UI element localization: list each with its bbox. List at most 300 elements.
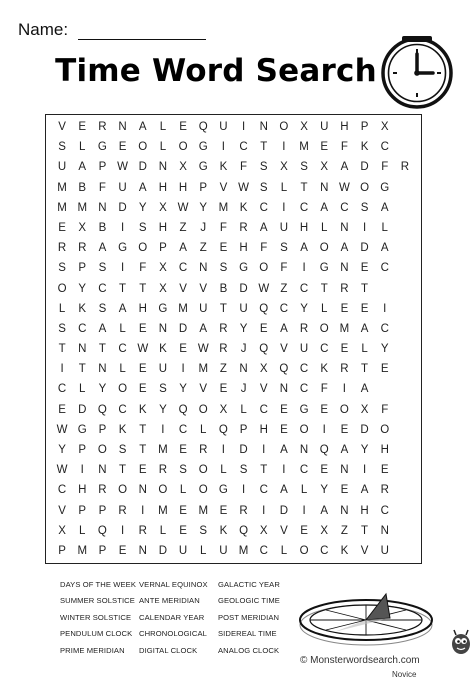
grid-letter[interactable]: O xyxy=(178,141,188,154)
grid-letter[interactable]: H xyxy=(158,181,168,194)
grid-letter[interactable]: M xyxy=(339,322,350,335)
grid-letter[interactable]: S xyxy=(259,161,268,174)
grid-letter[interactable]: D xyxy=(239,282,248,295)
grid-letter[interactable]: C xyxy=(98,282,107,295)
grid-letter[interactable]: R xyxy=(219,322,228,335)
grid-letter[interactable]: B xyxy=(78,181,87,194)
grid-letter[interactable]: O xyxy=(198,464,208,477)
grid-letter[interactable]: L xyxy=(58,302,66,315)
grid-letter[interactable] xyxy=(375,379,395,399)
grid-letter[interactable]: O xyxy=(57,282,67,295)
grid-letter[interactable]: R xyxy=(138,524,147,537)
grid-letter[interactable]: D xyxy=(118,201,127,214)
grid-letter[interactable]: I xyxy=(383,302,387,315)
grid-letter[interactable]: R xyxy=(380,484,389,497)
grid-letter[interactable]: I xyxy=(120,262,125,275)
grid-letter[interactable]: F xyxy=(340,141,348,154)
grid-letter[interactable]: H xyxy=(158,221,168,234)
grid-letter[interactable]: A xyxy=(259,221,268,234)
grid-letter[interactable]: I xyxy=(282,201,286,214)
grid-letter[interactable]: N xyxy=(340,262,349,275)
grid-letter[interactable]: E xyxy=(280,403,288,416)
grid-letter[interactable]: N xyxy=(340,221,349,234)
grid-letter[interactable]: L xyxy=(321,221,328,234)
grid-letter[interactable]: L xyxy=(280,544,288,557)
grid-letter[interactable]: A xyxy=(138,181,147,194)
grid-letter[interactable]: M xyxy=(299,141,309,154)
grid-letter[interactable]: D xyxy=(279,504,289,517)
grid-letter[interactable]: A xyxy=(340,242,349,255)
grid-letter[interactable]: P xyxy=(98,161,107,174)
grid-letter[interactable]: O xyxy=(138,242,148,255)
grid-letter[interactable]: W xyxy=(137,343,149,356)
grid-letter[interactable]: J xyxy=(240,383,247,396)
grid-letter[interactable] xyxy=(395,178,415,198)
grid-letter[interactable]: P xyxy=(78,443,87,456)
grid-letter[interactable]: O xyxy=(299,544,309,557)
grid-letter[interactable] xyxy=(395,420,415,440)
grid-letter[interactable]: Z xyxy=(179,221,187,234)
grid-letter[interactable]: W xyxy=(177,201,189,214)
grid-letter[interactable]: L xyxy=(300,484,308,497)
grid-letter[interactable]: S xyxy=(98,302,107,315)
grid-letter[interactable]: K xyxy=(159,343,167,356)
grid-letter[interactable]: O xyxy=(118,383,128,396)
grid-letter[interactable]: H xyxy=(78,484,87,497)
grid-letter[interactable]: M xyxy=(57,181,67,194)
grid-letter[interactable]: A xyxy=(340,443,349,456)
grid-letter[interactable]: O xyxy=(299,423,309,436)
grid-letter[interactable]: R xyxy=(118,504,127,517)
grid-letter[interactable]: R xyxy=(239,221,248,234)
grid-letter[interactable]: R xyxy=(400,161,410,174)
grid-letter[interactable]: I xyxy=(161,423,165,436)
grid-letter[interactable]: H xyxy=(360,504,369,517)
grid-letter[interactable]: Q xyxy=(218,423,228,436)
grid-letter[interactable]: U xyxy=(118,181,127,194)
grid-letter[interactable]: I xyxy=(282,141,286,154)
grid-letter[interactable]: E xyxy=(219,504,228,517)
grid-letter[interactable]: W xyxy=(258,282,270,295)
grid-letter[interactable]: S xyxy=(300,161,308,174)
grid-letter[interactable]: A xyxy=(138,121,147,134)
grid-letter[interactable]: X xyxy=(259,524,268,537)
grid-letter[interactable]: L xyxy=(159,524,167,537)
grid-letter[interactable]: N xyxy=(158,322,168,335)
grid-letter[interactable]: S xyxy=(199,524,208,537)
grid-letter[interactable]: L xyxy=(321,302,328,315)
grid-letter[interactable]: A xyxy=(280,322,288,335)
grid-letter[interactable]: L xyxy=(381,221,388,234)
grid-letter[interactable]: E xyxy=(320,464,329,477)
grid-letter[interactable]: I xyxy=(241,121,246,134)
grid-letter[interactable]: P xyxy=(78,504,87,517)
grid-letter[interactable]: T xyxy=(260,464,268,477)
grid-letter[interactable]: L xyxy=(200,544,207,557)
grid-letter[interactable]: Q xyxy=(97,403,107,416)
grid-letter[interactable]: L xyxy=(159,141,167,154)
grid-letter[interactable]: E xyxy=(138,363,147,376)
grid-letter[interactable]: O xyxy=(118,484,128,497)
grid-letter[interactable]: W xyxy=(338,181,350,194)
grid-letter[interactable]: O xyxy=(97,443,107,456)
grid-letter[interactable]: T xyxy=(320,282,328,295)
grid-letter[interactable]: N xyxy=(78,343,87,356)
grid-letter[interactable] xyxy=(395,137,415,157)
grid-letter[interactable]: L xyxy=(159,121,167,134)
grid-letter[interactable]: E xyxy=(320,403,329,416)
grid-letter[interactable]: G xyxy=(158,302,168,315)
grid-letter[interactable]: E xyxy=(340,484,349,497)
grid-letter[interactable] xyxy=(395,117,415,137)
grid-letter[interactable]: N xyxy=(199,262,208,275)
grid-letter[interactable] xyxy=(395,541,415,561)
grid-letter[interactable]: R xyxy=(219,343,228,356)
grid-letter[interactable]: M xyxy=(238,544,249,557)
grid-letter[interactable]: C xyxy=(259,484,268,497)
grid-letter[interactable]: E xyxy=(259,322,268,335)
grid-letter[interactable]: E xyxy=(280,423,288,436)
grid-letter[interactable]: C xyxy=(57,383,67,396)
grid-letter[interactable]: I xyxy=(221,443,225,456)
grid-letter[interactable]: P xyxy=(98,544,107,557)
grid-letter[interactable]: Q xyxy=(259,343,269,356)
grid-letter[interactable]: N xyxy=(320,181,329,194)
grid-letter[interactable]: I xyxy=(342,383,346,396)
grid-letter[interactable]: F xyxy=(280,262,288,275)
grid-letter[interactable]: X xyxy=(320,524,329,537)
grid-letter[interactable]: C xyxy=(299,464,309,477)
grid-letter[interactable]: P xyxy=(98,423,107,436)
grid-letter[interactable]: G xyxy=(218,484,228,497)
grid-letter[interactable]: I xyxy=(80,464,84,477)
grid-letter[interactable]: R xyxy=(158,464,168,477)
name-line[interactable] xyxy=(78,25,206,40)
grid-letter[interactable]: D xyxy=(138,161,147,174)
grid-letter[interactable]: O xyxy=(360,181,370,194)
grid-letter[interactable]: R xyxy=(98,121,107,134)
grid-letter[interactable]: G xyxy=(198,161,208,174)
grid-letter[interactable]: Y xyxy=(199,201,208,214)
grid-letter[interactable]: U xyxy=(199,302,208,315)
grid-letter[interactable] xyxy=(395,440,415,460)
grid-letter[interactable]: M xyxy=(198,363,209,376)
grid-letter[interactable]: Y xyxy=(380,343,389,356)
grid-letter[interactable]: S xyxy=(239,464,248,477)
grid-letter[interactable]: L xyxy=(361,343,368,356)
grid-letter[interactable] xyxy=(375,278,395,298)
grid-letter[interactable]: P xyxy=(239,423,248,436)
grid-letter[interactable]: D xyxy=(178,322,188,335)
grid-letter[interactable]: F xyxy=(240,161,248,174)
grid-letter[interactable]: I xyxy=(262,504,266,517)
grid-letter[interactable] xyxy=(395,319,415,339)
grid-letter[interactable]: W xyxy=(197,343,209,356)
grid-letter[interactable]: A xyxy=(380,201,389,214)
grid-letter[interactable]: E xyxy=(179,343,187,356)
grid-letter[interactable]: H xyxy=(138,302,147,315)
grid-letter[interactable]: M xyxy=(178,302,188,315)
grid-letter[interactable]: I xyxy=(362,464,367,477)
grid-letter[interactable]: L xyxy=(220,464,227,477)
grid-letter[interactable]: T xyxy=(219,302,227,315)
grid-letter[interactable] xyxy=(395,299,415,319)
grid-letter[interactable]: E xyxy=(380,363,389,376)
grid-letter[interactable]: N xyxy=(98,201,107,214)
grid-letter[interactable]: A xyxy=(179,242,187,255)
grid-letter[interactable]: G xyxy=(380,181,390,194)
grid-letter[interactable]: S xyxy=(58,262,66,275)
grid-letter[interactable]: O xyxy=(259,262,269,275)
grid-letter[interactable]: X xyxy=(159,262,167,275)
grid-letter[interactable]: Z xyxy=(280,282,288,295)
grid-letter[interactable]: O xyxy=(279,121,289,134)
grid-letter[interactable]: E xyxy=(118,141,127,154)
grid-letter[interactable]: V xyxy=(58,121,66,134)
grid-letter[interactable]: A xyxy=(360,383,369,396)
grid-letter[interactable]: C xyxy=(239,141,248,154)
grid-letter[interactable]: L xyxy=(280,181,288,194)
grid-letter[interactable]: P xyxy=(360,121,369,134)
grid-letter[interactable]: U xyxy=(299,343,309,356)
grid-letter[interactable]: X xyxy=(159,282,167,295)
grid-letter[interactable]: E xyxy=(360,302,369,315)
grid-letter[interactable]: A xyxy=(380,242,389,255)
grid-letter[interactable]: C xyxy=(78,322,87,335)
grid-letter[interactable]: Y xyxy=(320,484,329,497)
grid-letter[interactable]: D xyxy=(158,544,168,557)
grid-letter[interactable]: S xyxy=(58,322,66,335)
grid-letter[interactable]: U xyxy=(320,121,329,134)
grid-letter[interactable]: A xyxy=(360,484,369,497)
grid-letter[interactable]: E xyxy=(138,383,147,396)
grid-letter[interactable]: Q xyxy=(279,363,289,376)
grid-letter[interactable]: N xyxy=(380,524,389,537)
grid-letter[interactable]: E xyxy=(58,403,66,416)
grid-letter[interactable]: O xyxy=(138,141,148,154)
grid-letter[interactable]: X xyxy=(179,161,187,174)
grid-letter[interactable]: O xyxy=(198,403,208,416)
grid-letter[interactable]: N xyxy=(118,121,127,134)
grid-letter[interactable]: E xyxy=(179,443,187,456)
grid-letter[interactable]: B xyxy=(98,221,107,234)
grid-letter[interactable]: O xyxy=(339,403,349,416)
grid-letter[interactable]: C xyxy=(380,322,389,335)
grid-letter[interactable]: D xyxy=(78,403,87,416)
grid-letter[interactable]: T xyxy=(78,363,86,376)
grid-letter[interactable]: V xyxy=(360,544,369,557)
grid-letter[interactable]: J xyxy=(200,221,207,234)
grid-letter[interactable]: M xyxy=(57,201,67,214)
grid-letter[interactable]: G xyxy=(319,262,329,275)
grid-letter[interactable] xyxy=(395,500,415,520)
grid-letter[interactable]: K xyxy=(78,302,87,315)
grid-letter[interactable]: W xyxy=(117,161,128,174)
grid-letter[interactable]: X xyxy=(219,403,228,416)
grid-letter[interactable] xyxy=(395,198,415,218)
grid-letter[interactable]: H xyxy=(239,242,248,255)
grid-letter[interactable]: I xyxy=(60,363,64,376)
grid-letter[interactable]: C xyxy=(380,262,389,275)
grid-letter[interactable]: A xyxy=(320,504,329,517)
grid-letter[interactable]: D xyxy=(360,423,369,436)
grid-letter[interactable]: K xyxy=(320,363,329,376)
grid-letter[interactable]: U xyxy=(219,544,228,557)
grid-letter[interactable] xyxy=(395,359,415,379)
grid-letter[interactable]: I xyxy=(322,423,326,436)
grid-letter[interactable]: W xyxy=(56,423,68,436)
grid-letter[interactable]: S xyxy=(219,262,228,275)
grid-letter[interactable]: S xyxy=(280,242,288,255)
grid-letter[interactable]: Q xyxy=(319,443,329,456)
grid-letter[interactable]: S xyxy=(138,221,147,234)
grid-letter[interactable]: T xyxy=(300,181,308,194)
grid-letter[interactable]: Q xyxy=(198,121,208,134)
grid-letter[interactable]: R xyxy=(98,484,107,497)
grid-letter[interactable]: V xyxy=(280,524,288,537)
grid-letter[interactable]: N xyxy=(98,363,107,376)
grid-letter[interactable]: G xyxy=(239,262,249,275)
grid-letter[interactable]: M xyxy=(198,504,209,517)
grid-letter[interactable] xyxy=(395,379,415,399)
grid-letter[interactable]: W xyxy=(238,181,249,194)
grid-letter[interactable]: X xyxy=(300,121,308,134)
grid-letter[interactable]: H xyxy=(259,423,268,436)
grid-letter[interactable]: U xyxy=(178,544,188,557)
grid-letter[interactable] xyxy=(395,278,415,298)
grid-letter[interactable]: I xyxy=(262,443,266,456)
grid-letter[interactable]: C xyxy=(178,423,188,436)
grid-letter[interactable]: R xyxy=(199,443,208,456)
grid-letter[interactable]: M xyxy=(77,201,88,214)
grid-letter[interactable]: U xyxy=(57,161,67,174)
grid-letter[interactable]: U xyxy=(219,121,228,134)
grid-letter[interactable]: T xyxy=(361,282,369,295)
grid-letter[interactable]: R xyxy=(299,322,309,335)
grid-letter[interactable]: A xyxy=(280,443,288,456)
grid-letter[interactable]: C xyxy=(118,343,127,356)
grid-letter[interactable]: N xyxy=(158,161,168,174)
grid-letter[interactable]: T xyxy=(58,343,66,356)
grid-letter[interactable]: W xyxy=(56,464,68,477)
grid-letter[interactable]: E xyxy=(219,383,228,396)
grid-letter[interactable]: Y xyxy=(159,403,167,416)
grid-letter[interactable]: C xyxy=(178,262,188,275)
grid-letter[interactable]: G xyxy=(77,423,87,436)
grid-letter[interactable]: C xyxy=(259,544,268,557)
grid-letter[interactable]: A xyxy=(78,161,87,174)
grid-letter[interactable] xyxy=(395,339,415,359)
grid-letter[interactable]: S xyxy=(179,464,187,477)
grid-letter[interactable]: X xyxy=(280,161,288,174)
grid-letter[interactable]: L xyxy=(79,141,86,154)
grid-letter[interactable]: I xyxy=(120,221,125,234)
grid-letter[interactable]: K xyxy=(219,524,228,537)
grid-letter[interactable]: T xyxy=(260,141,268,154)
grid-letter[interactable] xyxy=(395,258,415,278)
grid-letter[interactable]: U xyxy=(380,544,389,557)
grid-letter[interactable]: T xyxy=(119,282,127,295)
grid-letter[interactable]: V xyxy=(219,181,228,194)
grid-letter[interactable]: X xyxy=(159,201,167,214)
grid-letter[interactable]: H xyxy=(380,443,389,456)
grid-letter[interactable]: P xyxy=(58,544,66,557)
grid-letter[interactable]: K xyxy=(219,161,228,174)
grid-letter[interactable]: A xyxy=(360,322,369,335)
grid-letter[interactable]: F xyxy=(320,383,328,396)
grid-letter[interactable]: G xyxy=(118,242,128,255)
grid-letter[interactable]: M xyxy=(158,443,168,456)
grid-letter[interactable]: C xyxy=(259,403,268,416)
grid-letter[interactable]: S xyxy=(98,262,107,275)
grid-letter[interactable]: C xyxy=(320,343,329,356)
grid-letter[interactable]: S xyxy=(58,141,66,154)
grid-letter[interactable]: N xyxy=(340,464,349,477)
grid-letter[interactable]: E xyxy=(360,262,369,275)
grid-letter[interactable] xyxy=(395,400,415,420)
grid-letter[interactable]: K xyxy=(239,201,248,214)
grid-letter[interactable]: R xyxy=(340,363,349,376)
grid-letter[interactable]: V xyxy=(199,383,208,396)
grid-letter[interactable]: R xyxy=(239,504,248,517)
grid-letter[interactable]: G xyxy=(198,141,208,154)
grid-letter[interactable]: R xyxy=(78,242,87,255)
grid-letter[interactable]: O xyxy=(380,423,390,436)
grid-letter[interactable]: N xyxy=(239,363,248,376)
grid-letter[interactable]: U xyxy=(279,221,289,234)
grid-letter[interactable]: P xyxy=(199,181,208,194)
grid-letter[interactable]: S xyxy=(259,181,268,194)
grid-letter[interactable]: T xyxy=(139,423,147,436)
grid-letter[interactable]: F xyxy=(98,181,106,194)
grid-letter[interactable]: U xyxy=(158,363,168,376)
grid-letter[interactable]: J xyxy=(240,343,247,356)
grid-letter[interactable]: N xyxy=(340,504,349,517)
grid-letter[interactable]: Y xyxy=(239,322,248,335)
grid-letter[interactable]: I xyxy=(181,363,185,376)
grid-letter[interactable]: E xyxy=(179,524,187,537)
grid-letter[interactable]: P xyxy=(159,242,167,255)
grid-letter[interactable]: T xyxy=(139,282,147,295)
grid-letter[interactable]: C xyxy=(57,484,67,497)
grid-letter[interactable]: L xyxy=(119,322,126,335)
grid-letter[interactable]: X xyxy=(58,524,66,537)
grid-letter[interactable]: E xyxy=(219,242,228,255)
grid-letter[interactable]: C xyxy=(320,544,329,557)
grid-letter[interactable]: I xyxy=(221,141,225,154)
grid-letter[interactable]: P xyxy=(98,504,107,517)
grid-letter[interactable]: E xyxy=(380,464,389,477)
grid-letter[interactable]: L xyxy=(79,524,86,537)
grid-letter[interactable]: E xyxy=(58,221,66,234)
grid-letter[interactable]: I xyxy=(141,504,145,517)
grid-letter[interactable]: A xyxy=(300,242,308,255)
grid-letter[interactable]: E xyxy=(138,464,147,477)
grid-letter[interactable]: L xyxy=(119,363,126,376)
grid-letter[interactable]: Z xyxy=(199,242,207,255)
grid-letter[interactable]: Q xyxy=(239,524,249,537)
grid-letter[interactable]: T xyxy=(361,524,369,537)
grid-letter[interactable]: K xyxy=(138,403,147,416)
grid-letter[interactable]: A xyxy=(98,322,107,335)
grid-letter[interactable] xyxy=(395,521,415,541)
grid-letter[interactable]: N xyxy=(259,121,268,134)
grid-letter[interactable]: V xyxy=(58,504,66,517)
grid-letter[interactable]: A xyxy=(320,201,329,214)
grid-letter[interactable]: S xyxy=(159,383,167,396)
grid-letter[interactable]: Y xyxy=(78,282,87,295)
grid-letter[interactable]: E xyxy=(300,524,308,537)
